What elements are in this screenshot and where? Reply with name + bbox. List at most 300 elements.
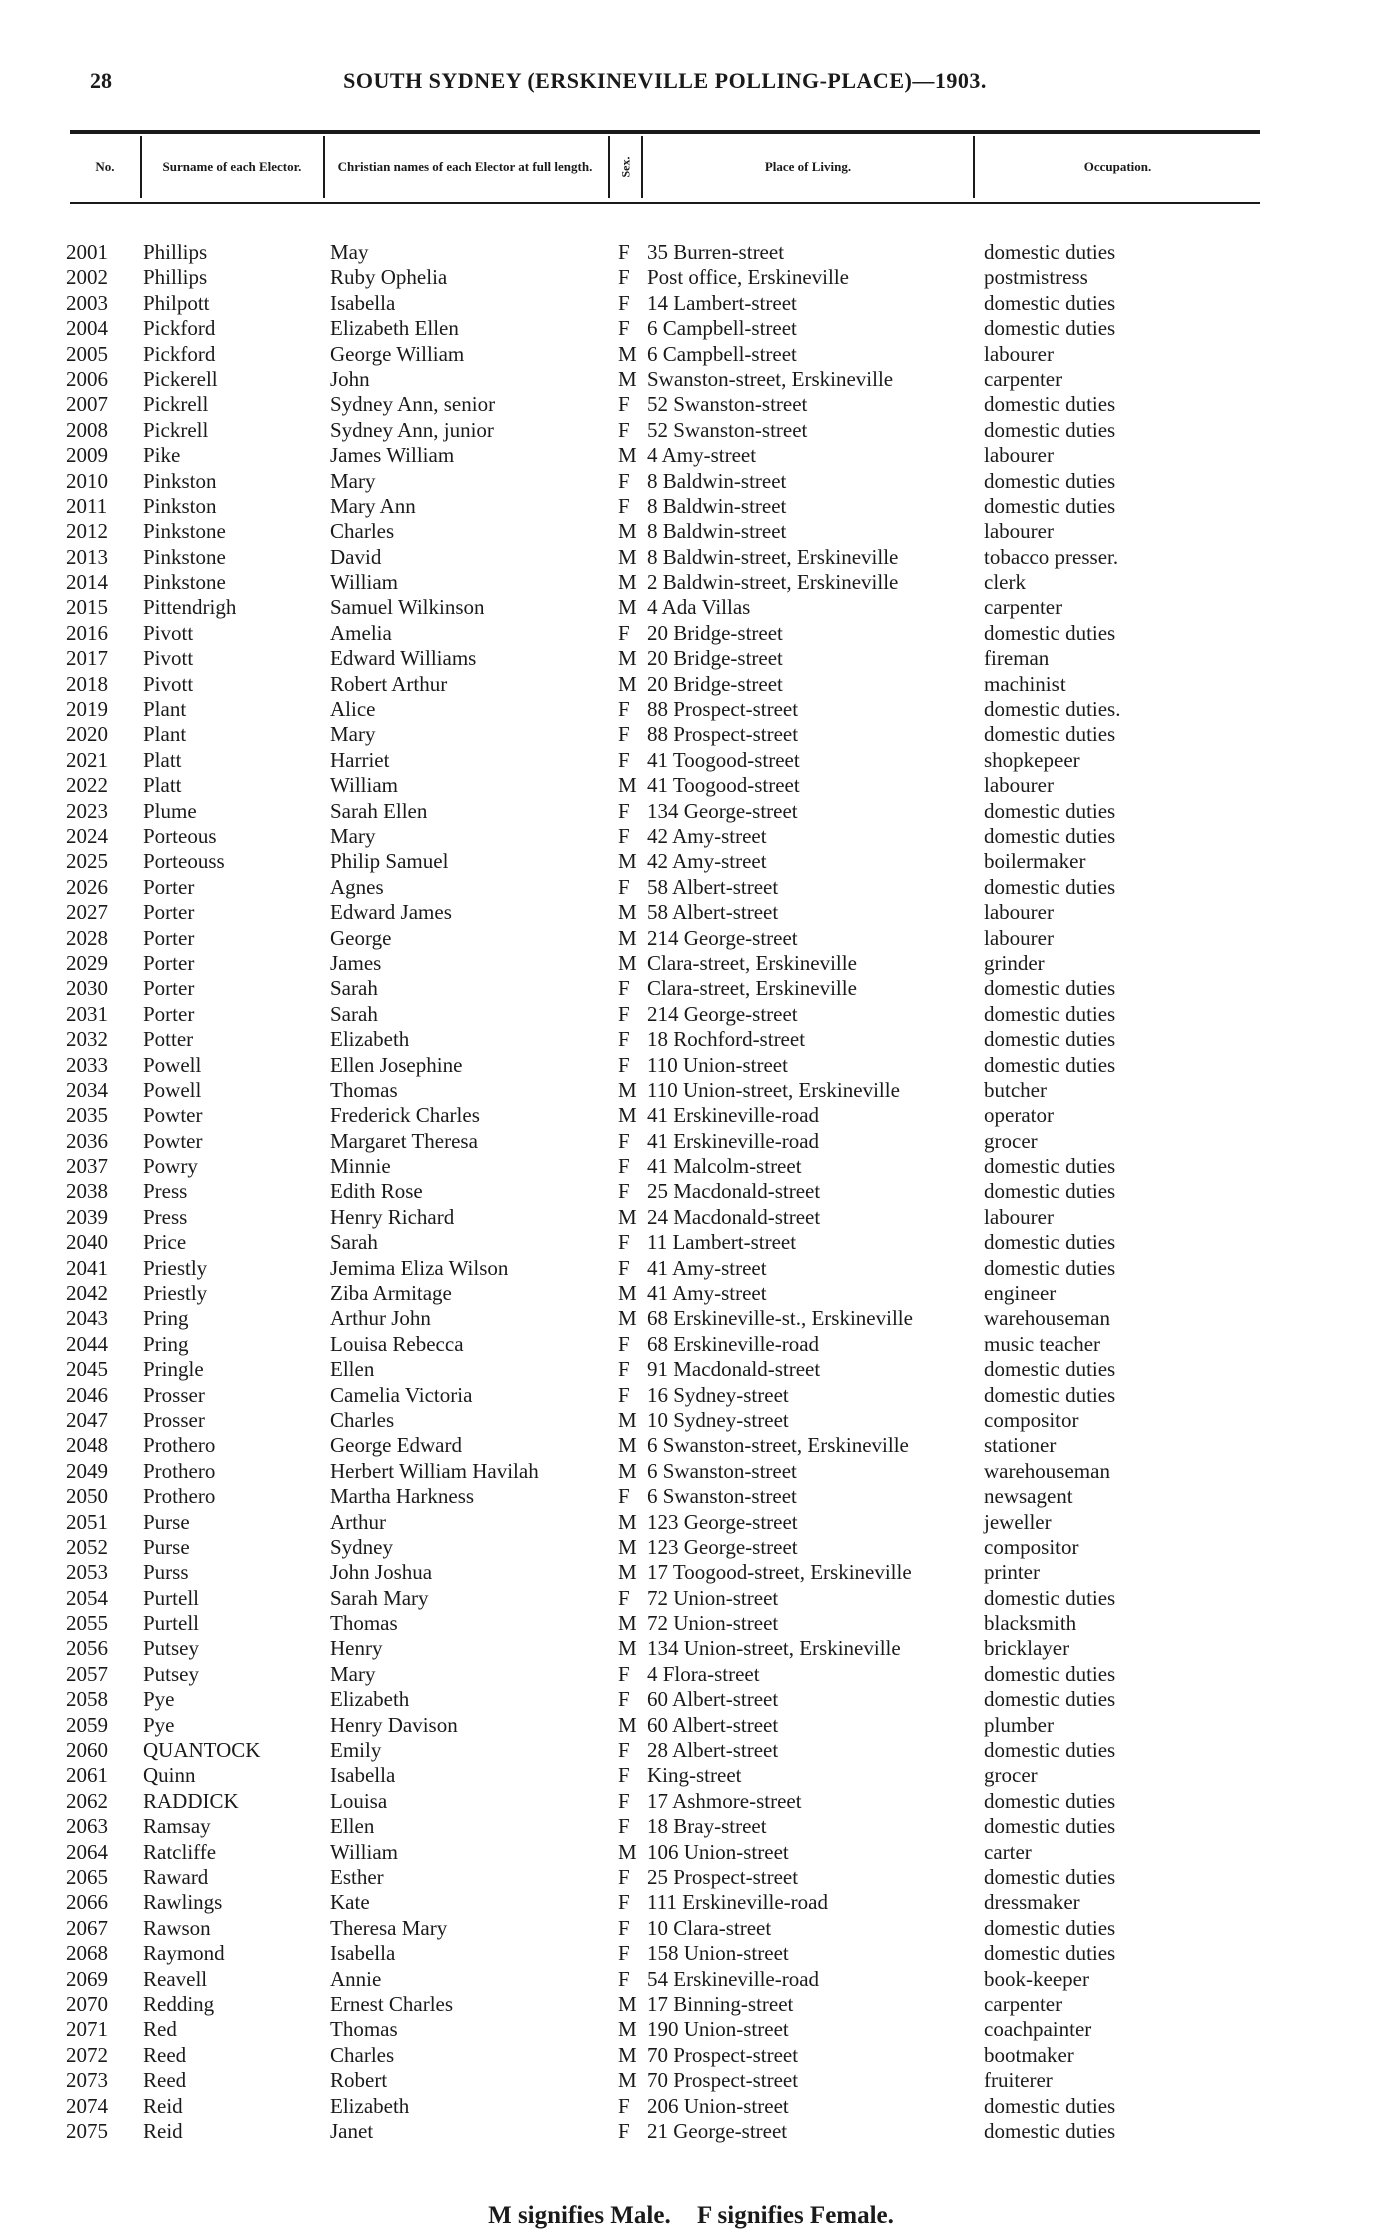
entry-christian-names: Elizabeth <box>330 2093 410 2118</box>
list-item <box>0 2043 1382 2068</box>
entry-occupation: bricklayer <box>984 1636 1070 1661</box>
entry-surname: Porter <box>143 925 195 950</box>
list-item <box>0 1967 1382 1992</box>
entry-sex: M <box>618 2017 637 2042</box>
entry-number: 2001 <box>66 240 108 264</box>
entry-place-of-living: 58 Albert-street <box>647 900 779 925</box>
entry-sex: F <box>618 468 630 493</box>
entry-surname: Prothero <box>143 1458 216 1483</box>
entry-christian-names: Philip Samuel <box>330 849 449 874</box>
entry-place-of-living: 41 Toogood-street <box>647 773 800 798</box>
entry-surname: Porter <box>143 950 195 975</box>
entry-surname: Powter <box>143 1128 203 1153</box>
entry-christian-names: Sydney Ann, senior <box>330 392 496 417</box>
entry-surname: Quinn <box>143 1763 196 1788</box>
list-item <box>0 1941 1382 1966</box>
entry-surname: Porteous <box>143 823 217 848</box>
entry-christian-names: Robert <box>330 2068 388 2093</box>
entry-place-of-living: 52 Swanston-street <box>647 392 808 417</box>
entry-surname: Prothero <box>143 1433 216 1458</box>
entry-place-of-living: 8 Baldwin-street <box>647 468 787 493</box>
entry-sex: F <box>618 1763 630 1788</box>
entry-number: 2022 <box>66 773 108 798</box>
entry-place-of-living: 70 Prospect-street <box>647 2068 799 2093</box>
entry-christian-names: John <box>330 366 370 391</box>
entry-number: 2038 <box>66 1179 108 1204</box>
entry-sex: F <box>618 1585 630 1610</box>
entry-christian-names: Margaret Theresa <box>330 1128 478 1153</box>
entry-sex: M <box>618 2068 637 2093</box>
entry-occupation: domestic duties. <box>984 697 1121 722</box>
entry-occupation: domestic duties <box>984 1027 1116 1052</box>
entry-surname: Pinkston <box>143 468 217 493</box>
entry-sex: F <box>618 1154 630 1179</box>
entry-number: 2031 <box>66 1001 108 1026</box>
list-item <box>0 951 1382 976</box>
list-item <box>0 1687 1382 1712</box>
entry-surname: Purse <box>143 1509 190 1534</box>
entry-christian-names: Isabella <box>330 1763 396 1788</box>
list-item <box>0 1535 1382 1560</box>
entry-number: 2028 <box>66 925 108 950</box>
entry-sex: M <box>618 849 637 874</box>
entry-christian-names: William <box>330 773 398 798</box>
entry-place-of-living: 18 Bray-street <box>647 1814 767 1839</box>
entry-christian-names: Sarah <box>330 976 378 1001</box>
entry-christian-names: Harriet <box>330 747 390 772</box>
list-item <box>0 748 1382 773</box>
entry-place-of-living: 6 Swanston-street <box>647 1458 797 1483</box>
entry-christian-names: Thomas <box>330 1611 398 1636</box>
entry-occupation: bootmaker <box>984 2042 1074 2067</box>
entry-sex: M <box>618 1509 637 1534</box>
list-item <box>0 2119 1382 2144</box>
list-item <box>0 1789 1382 1814</box>
entry-surname: Pivott <box>143 671 194 696</box>
list-item <box>0 1154 1382 1179</box>
entry-surname: Putsey <box>143 1636 200 1661</box>
list-item <box>0 1433 1382 1458</box>
entry-sex: F <box>618 798 630 823</box>
entry-christian-names: Agnes <box>330 874 384 899</box>
entry-surname: Porter <box>143 976 195 1001</box>
entry-sex: F <box>618 240 630 264</box>
entry-occupation: grinder <box>984 950 1045 975</box>
entry-christian-names: Emily <box>330 1738 382 1763</box>
list-item <box>0 1992 1382 2017</box>
entry-occupation: domestic duties <box>984 1052 1116 1077</box>
entry-number: 2062 <box>66 1788 108 1813</box>
entry-christian-names: Thomas <box>330 2017 398 2042</box>
entry-occupation: tobacco presser. <box>984 544 1119 569</box>
entry-occupation: labourer <box>984 1204 1054 1229</box>
entry-occupation: domestic duties <box>984 722 1116 747</box>
entry-number: 2053 <box>66 1560 108 1585</box>
entry-occupation: coachpainter <box>984 2017 1092 2042</box>
column-header-given-names: Christian names of each Elector at full length. <box>337 159 593 174</box>
entry-surname: Potter <box>143 1027 194 1052</box>
entry-christian-names: Mary <box>330 722 376 747</box>
entry-place-of-living: 110 Union-street <box>647 1052 788 1077</box>
entry-christian-names: Ellen <box>330 1814 375 1839</box>
entry-place-of-living: Post office, Erskineville <box>647 265 849 290</box>
entry-surname: Ratcliffe <box>143 1839 217 1864</box>
entry-number: 2037 <box>66 1154 108 1179</box>
entry-number: 2027 <box>66 900 108 925</box>
entry-occupation: printer <box>984 1560 1040 1585</box>
entry-occupation: grocer <box>984 1763 1038 1788</box>
page-header <box>70 68 1260 108</box>
entry-surname: Press <box>143 1204 188 1229</box>
entry-sex: M <box>618 595 637 620</box>
entry-number: 2046 <box>66 1382 108 1407</box>
entry-surname: Powell <box>143 1052 202 1077</box>
entry-christian-names: Edward Williams <box>330 646 477 671</box>
entry-place-of-living: Swanston-street, Erskineville <box>647 366 894 391</box>
entry-number: 2004 <box>66 316 108 341</box>
entry-surname: Reed <box>143 2042 187 2067</box>
entry-number: 2005 <box>66 341 108 366</box>
entry-sex: F <box>618 1382 630 1407</box>
entry-christian-names: Kate <box>330 1890 370 1915</box>
column-header-surname: Surname of each Elector. <box>162 159 302 174</box>
list-item <box>0 1002 1382 1027</box>
entry-number: 2049 <box>66 1458 108 1483</box>
entry-occupation: domestic duties <box>984 1814 1116 1839</box>
entry-place-of-living: 91 Macdonald-street <box>647 1357 821 1382</box>
entry-surname: Raward <box>143 1865 209 1889</box>
entry-occupation: domestic duties <box>984 798 1116 823</box>
entry-christian-names: Henry Richard <box>330 1204 455 1229</box>
entry-number: 2003 <box>66 290 108 315</box>
list-item <box>0 875 1382 900</box>
entry-surname: Prosser <box>143 1382 205 1407</box>
entry-christian-names: Isabella <box>330 1941 396 1966</box>
entry-sex: M <box>618 1534 637 1559</box>
entry-occupation: clerk <box>984 570 1026 595</box>
entry-sex: M <box>618 2042 637 2067</box>
entry-number: 2032 <box>66 1027 108 1052</box>
entry-surname: Plant <box>143 697 187 722</box>
entry-surname: RADDICK <box>143 1788 239 1813</box>
entry-place-of-living: 134 Union-street, Erskineville <box>647 1636 901 1661</box>
list-item <box>0 1636 1382 1661</box>
entry-occupation: warehouseman <box>984 1458 1110 1483</box>
entry-number: 2075 <box>66 2118 108 2143</box>
entry-christian-names: Amelia <box>330 620 392 645</box>
list-item <box>0 1332 1382 1357</box>
entry-sex: F <box>618 2093 630 2118</box>
entry-sex: F <box>618 823 630 848</box>
entry-christian-names: Charles <box>330 2042 395 2067</box>
page-title: SOUTH SYDNEY (ERSKINEVILLE POLLING-PLACE)—1903. <box>343 68 987 93</box>
list-item <box>0 545 1382 570</box>
entry-surname: Pinkstone <box>143 544 226 569</box>
entry-surname: Powell <box>143 1077 202 1102</box>
entry-place-of-living: 42 Amy-street <box>647 823 767 848</box>
entry-number: 2074 <box>66 2093 108 2118</box>
list-item <box>0 1713 1382 1738</box>
entry-christian-names: Henry Davison <box>330 1712 458 1737</box>
entry-number: 2064 <box>66 1839 108 1864</box>
list-item <box>0 265 1382 290</box>
entry-occupation: domestic duties <box>984 2118 1116 2143</box>
entry-number: 2044 <box>66 1331 108 1356</box>
entry-occupation: domestic duties <box>984 1001 1116 1026</box>
entry-occupation: grocer <box>984 1128 1038 1153</box>
entry-sex: F <box>618 392 630 417</box>
list-item <box>0 722 1382 747</box>
entry-number: 2051 <box>66 1509 108 1534</box>
entry-place-of-living: 70 Prospect-street <box>647 2042 799 2067</box>
column-header-no: No. <box>95 159 115 174</box>
entry-occupation: domestic duties <box>984 1382 1116 1407</box>
entry-sex: F <box>618 1052 630 1077</box>
entry-occupation: domestic duties <box>984 1154 1116 1179</box>
entry-sex: F <box>618 976 630 1001</box>
entry-surname: Red <box>143 2017 177 2042</box>
entry-number: 2002 <box>66 265 108 290</box>
entry-number: 2009 <box>66 443 108 468</box>
entry-place-of-living: 41 Erskineville-road <box>647 1128 820 1153</box>
entry-place-of-living: 41 Amy-street <box>647 1255 767 1280</box>
entry-christian-names: Louisa Rebecca <box>330 1331 464 1356</box>
list-item <box>0 697 1382 722</box>
entry-occupation: labourer <box>984 341 1054 366</box>
female-note: F signifies Female. <box>696 2202 894 2229</box>
entry-number: 2065 <box>66 1865 108 1889</box>
entry-sex: F <box>618 1027 630 1052</box>
entry-occupation: carpenter <box>984 366 1063 391</box>
entry-sex: M <box>618 900 637 925</box>
list-item <box>0 1738 1382 1763</box>
entry-christian-names: Theresa Mary <box>330 1915 448 1940</box>
entry-surname: Phillips <box>143 265 208 290</box>
entry-occupation: domestic duties <box>984 290 1116 315</box>
entry-sex: F <box>618 1661 630 1686</box>
entry-number: 2056 <box>66 1636 108 1661</box>
entry-occupation: compositor <box>984 1534 1079 1559</box>
entry-number: 2070 <box>66 1991 108 2016</box>
list-item <box>0 316 1382 341</box>
entry-number: 2023 <box>66 798 108 823</box>
entry-occupation: domestic duties <box>984 468 1116 493</box>
entry-christian-names: Louisa <box>330 1788 388 1813</box>
entry-sex: F <box>618 747 630 772</box>
entry-place-of-living: Clara-street, Erskineville <box>647 976 857 1001</box>
elector-list <box>0 240 1382 2144</box>
entry-occupation: blacksmith <box>984 1611 1077 1636</box>
entry-christian-names: Arthur <box>330 1509 386 1534</box>
list-item <box>0 519 1382 544</box>
entry-place-of-living: 41 Malcolm-street <box>647 1154 802 1179</box>
list-item <box>0 570 1382 595</box>
entry-place-of-living: 8 Baldwin-street <box>647 493 787 518</box>
entry-christian-names: Ernest Charles <box>330 1991 454 2016</box>
entry-occupation: operator <box>984 1103 1054 1128</box>
entry-place-of-living: 206 Union-street <box>647 2093 789 2118</box>
entry-number: 2060 <box>66 1738 108 1763</box>
entry-sex: F <box>618 1179 630 1204</box>
entry-christian-names: George <box>330 925 392 950</box>
entry-place-of-living: 10 Clara-street <box>647 1915 772 1940</box>
entry-christian-names: May <box>330 240 369 264</box>
entry-occupation: postmistress <box>984 265 1088 290</box>
entry-christian-names: Ellen <box>330 1357 375 1382</box>
entry-surname: Purtell <box>143 1585 199 1610</box>
list-item <box>0 900 1382 925</box>
entry-surname: Plant <box>143 722 187 747</box>
entry-place-of-living: 58 Albert-street <box>647 874 779 899</box>
entry-number: 2015 <box>66 595 108 620</box>
entry-place-of-living: 106 Union-street <box>647 1839 789 1864</box>
list-item <box>0 1230 1382 1255</box>
male-note: M signifies Male. <box>488 2202 671 2229</box>
entry-number: 2016 <box>66 620 108 645</box>
entry-surname: Purtell <box>143 1611 199 1636</box>
entry-place-of-living: 18 Rochford-street <box>647 1027 806 1052</box>
entry-number: 2020 <box>66 722 108 747</box>
entry-place-of-living: 41 Amy-street <box>647 1281 767 1306</box>
entry-place-of-living: 41 Toogood-street <box>647 747 800 772</box>
entry-occupation: domestic duties <box>984 1788 1116 1813</box>
entry-number: 2033 <box>66 1052 108 1077</box>
entry-place-of-living: 11 Lambert-street <box>647 1230 797 1255</box>
entry-occupation: domestic duties <box>984 417 1116 442</box>
list-item <box>0 367 1382 392</box>
entry-place-of-living: 214 George-street <box>647 925 798 950</box>
entry-christian-names: Herbert William Havilah <box>330 1458 539 1483</box>
header-rule-top <box>70 130 1260 134</box>
entry-sex: M <box>618 925 637 950</box>
entry-surname: QUANTOCK <box>143 1738 261 1763</box>
entry-sex: F <box>618 874 630 899</box>
entry-surname: Purse <box>143 1534 190 1559</box>
entry-place-of-living: 4 Ada Villas <box>647 595 751 620</box>
list-item <box>0 1865 1382 1890</box>
list-item <box>0 849 1382 874</box>
entry-occupation: domestic duties <box>984 1687 1116 1712</box>
entry-christian-names: Ziba Armitage <box>330 1281 452 1306</box>
list-item <box>0 240 1382 265</box>
entry-occupation: domestic duties <box>984 976 1116 1001</box>
entry-occupation: domestic duties <box>984 1255 1116 1280</box>
entry-surname: Platt <box>143 773 182 798</box>
entry-place-of-living: 4 Amy-street <box>647 443 757 468</box>
list-item <box>0 1306 1382 1331</box>
entry-sex: M <box>618 341 637 366</box>
entry-number: 2048 <box>66 1433 108 1458</box>
entry-sex: F <box>618 697 630 722</box>
entry-place-of-living: 17 Ashmore-street <box>647 1788 802 1813</box>
entry-christian-names: Sydney <box>330 1534 393 1559</box>
column-header-sex <box>610 136 640 198</box>
entry-occupation: fruiterer <box>984 2068 1053 2093</box>
entry-sex: F <box>618 1128 630 1153</box>
entry-number: 2055 <box>66 1611 108 1636</box>
entry-number: 2021 <box>66 747 108 772</box>
entry-place-of-living: King-street <box>647 1763 742 1788</box>
entry-sex: M <box>618 366 637 391</box>
entry-christian-names: George William <box>330 341 465 366</box>
entry-sex: F <box>618 1915 630 1940</box>
entry-christian-names: Annie <box>330 1966 382 1991</box>
entry-sex: F <box>618 1001 630 1026</box>
entry-christian-names: James <box>330 950 382 975</box>
entry-place-of-living: 35 Burren-street <box>647 240 785 264</box>
entry-number: 2040 <box>66 1230 108 1255</box>
entry-place-of-living: 158 Union-street <box>647 1941 789 1966</box>
entry-christian-names: Sydney Ann, junior <box>330 417 494 442</box>
entry-occupation: domestic duties <box>984 493 1116 518</box>
entry-sex: M <box>618 1407 637 1432</box>
entry-christian-names: James William <box>330 443 455 468</box>
entry-sex: M <box>618 1839 637 1864</box>
entry-occupation: domestic duties <box>984 1915 1116 1940</box>
entry-occupation: domestic duties <box>984 316 1116 341</box>
entry-number: 2011 <box>66 493 108 518</box>
entry-place-of-living: 123 George-street <box>647 1509 798 1534</box>
list-item <box>0 1408 1382 1433</box>
entry-occupation: dressmaker <box>984 1890 1080 1915</box>
list-item <box>0 1179 1382 1204</box>
entry-surname: Pinkstone <box>143 570 226 595</box>
entry-place-of-living: 2 Baldwin-street, Erskineville <box>647 570 899 595</box>
entry-christian-names: Frederick Charles <box>330 1103 480 1128</box>
entry-christian-names: Elizabeth <box>330 1027 410 1052</box>
list-item <box>0 1662 1382 1687</box>
entry-occupation: carpenter <box>984 595 1063 620</box>
entry-sex: F <box>618 1890 630 1915</box>
entry-surname: Powter <box>143 1103 203 1128</box>
entry-christian-names: Sarah <box>330 1001 378 1026</box>
entry-sex: F <box>618 722 630 747</box>
list-item <box>0 342 1382 367</box>
entry-sex: M <box>618 671 637 696</box>
entry-occupation: labourer <box>984 900 1054 925</box>
entry-number: 2057 <box>66 1661 108 1686</box>
column-header-place: Place of Living. <box>764 159 852 174</box>
entry-sex: M <box>618 570 637 595</box>
entry-sex: M <box>618 950 637 975</box>
entry-christian-names: Mary Ann <box>330 493 416 518</box>
entry-number: 2063 <box>66 1814 108 1839</box>
entry-christian-names: Edith Rose <box>330 1179 423 1204</box>
list-item <box>0 1129 1382 1154</box>
entry-christian-names: Edward James <box>330 900 452 925</box>
list-item <box>0 595 1382 620</box>
entry-number: 2034 <box>66 1077 108 1102</box>
entry-number: 2014 <box>66 570 108 595</box>
list-item <box>0 1763 1382 1788</box>
entry-occupation: jeweller <box>984 1509 1052 1534</box>
list-item <box>0 672 1382 697</box>
entry-occupation: compositor <box>984 1407 1079 1432</box>
entry-place-of-living: 10 Sydney-street <box>647 1407 789 1432</box>
list-item <box>0 418 1382 443</box>
list-item <box>0 926 1382 951</box>
entry-number: 2041 <box>66 1255 108 1280</box>
entry-place-of-living: 68 Erskineville-road <box>647 1331 820 1356</box>
list-item <box>0 1459 1382 1484</box>
list-item <box>0 1027 1382 1052</box>
entry-place-of-living: 88 Prospect-street <box>647 697 799 722</box>
entry-christian-names: Martha Harkness <box>330 1484 475 1509</box>
entry-place-of-living: Clara-street, Erskineville <box>647 950 857 975</box>
list-item <box>0 469 1382 494</box>
entry-sex: F <box>618 1255 630 1280</box>
entry-place-of-living: 25 Prospect-street <box>647 1865 799 1889</box>
